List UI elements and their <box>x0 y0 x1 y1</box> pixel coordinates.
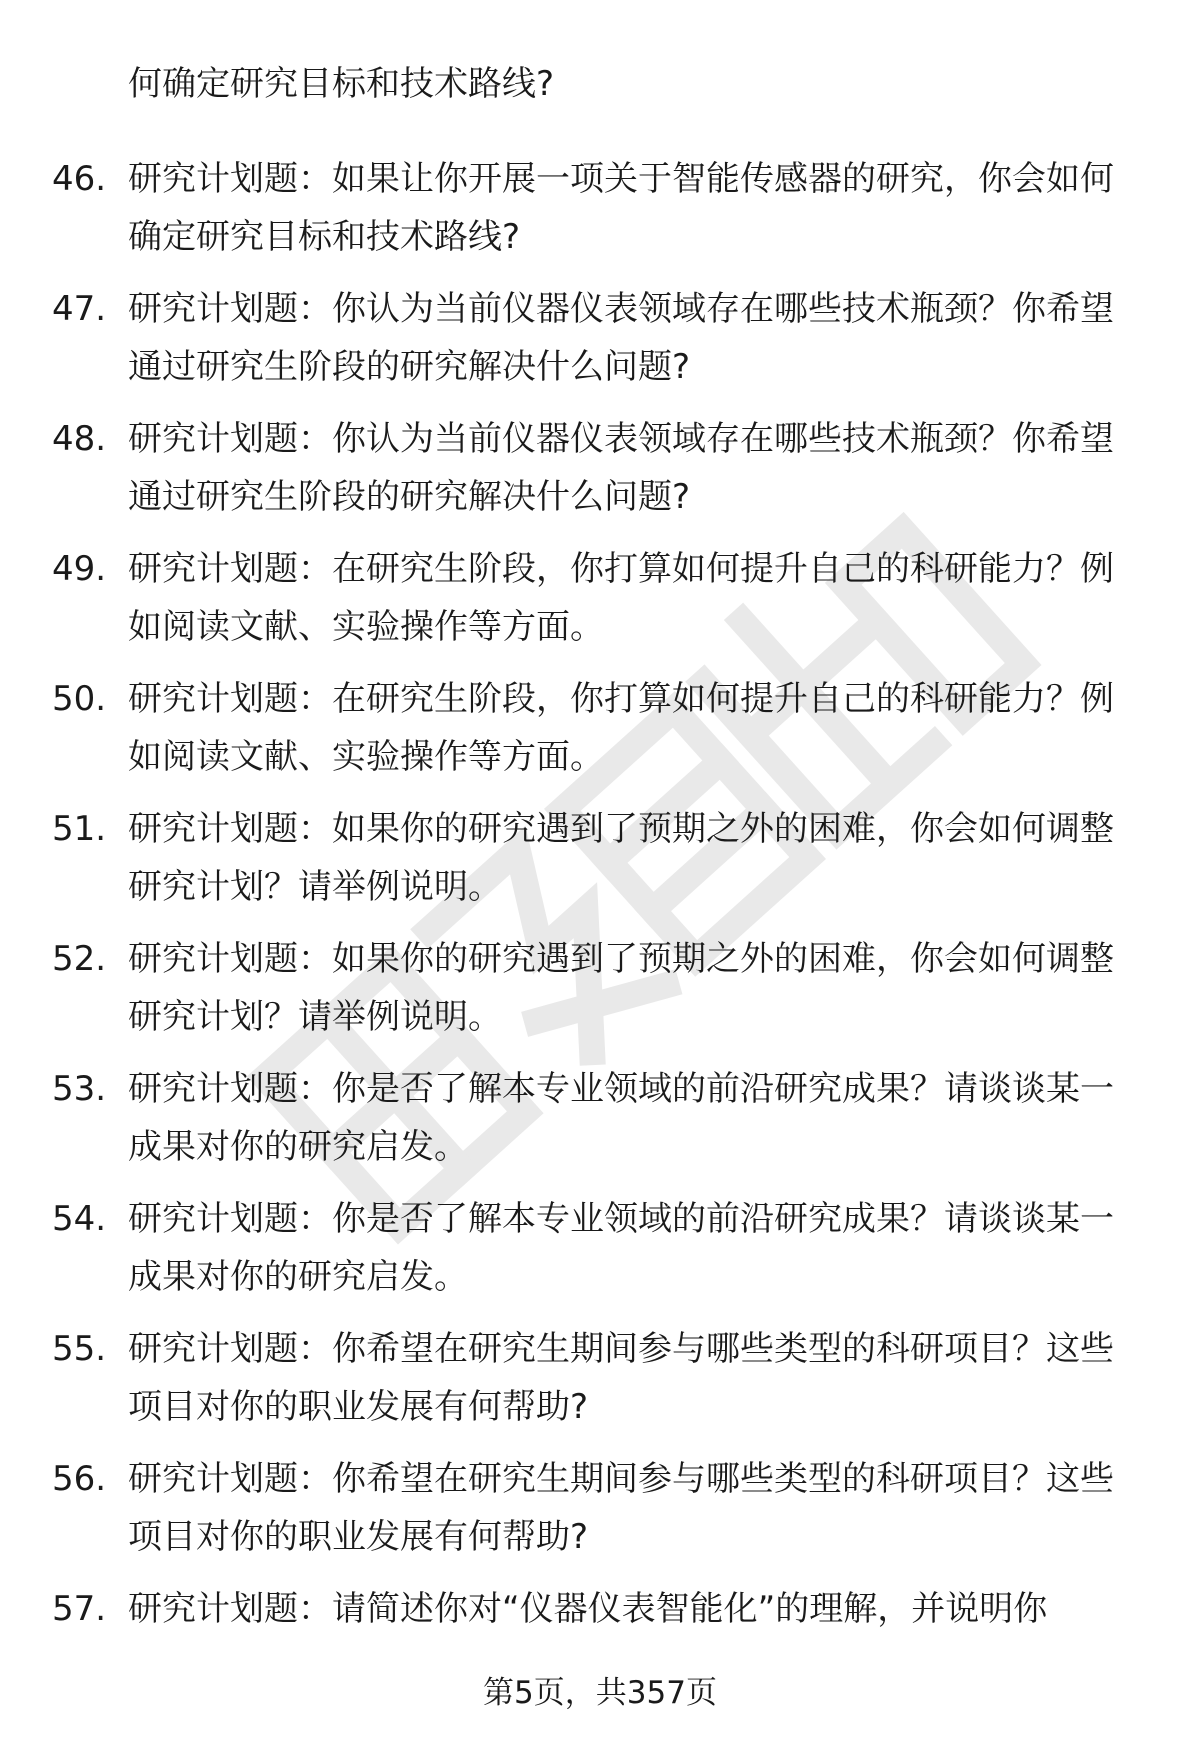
question-item <box>0 280 1200 410</box>
question-number: 55. <box>52 1329 107 1369</box>
question-number: 47. <box>52 289 107 329</box>
question-number: 52. <box>52 939 107 979</box>
question-item <box>0 1190 1200 1320</box>
question-text: 研究计划题：你希望在研究生期间参与哪些类型的科研项目？这些项目对你的职业发展有何帮助? <box>128 1459 1114 1557</box>
question-text: 研究计划题：请简述你对“仪器仪表智能化”的理解，并说明你 <box>128 1589 1048 1629</box>
question-item <box>0 800 1200 930</box>
question-item <box>0 1060 1200 1190</box>
question-item <box>0 930 1200 1060</box>
question-number: 49. <box>52 549 107 589</box>
question-text: 研究计划题：如果你的研究遇到了预期之外的困难，你会如何调整研究计划？请举例说明。 <box>128 939 1114 1037</box>
previous-question-continuation: 何确定研究目标和技术路线? <box>128 64 555 104</box>
question-list <box>0 150 1200 1710</box>
question-text: 研究计划题：你希望在研究生期间参与哪些类型的科研项目？这些项目对你的职业发展有何帮助? <box>128 1329 1114 1427</box>
question-item <box>0 1450 1200 1580</box>
question-item <box>0 540 1200 670</box>
question-text: 研究计划题：如果你的研究遇到了预期之外的困难，你会如何调整研究计划？请举例说明。 <box>128 809 1114 907</box>
question-text: 研究计划题：在研究生阶段，你打算如何提升自己的科研能力？例如阅读文献、实验操作等方面。 <box>128 549 1114 647</box>
question-text: 研究计划题：你认为当前仪器仪表领域存在哪些技术瓶颈？你希望通过研究生阶段的研究解决什么问题? <box>128 419 1114 517</box>
question-item <box>0 670 1200 800</box>
question-text: 研究计划题：在研究生阶段，你打算如何提升自己的科研能力？例如阅读文献、实验操作等方面。 <box>128 679 1114 777</box>
question-number: 46. <box>52 159 107 199</box>
question-number: 51. <box>52 809 107 849</box>
question-text: 研究计划题：你是否了解本专业领域的前沿研究成果？请谈谈某一成果对你的研究启发。 <box>128 1199 1114 1297</box>
question-number: 56. <box>52 1459 107 1499</box>
question-text: 研究计划题：如果让你开展一项关于智能传感器的研究，你会如何确定研究目标和技术路线? <box>128 159 1114 257</box>
question-number: 54. <box>52 1199 107 1239</box>
question-text: 研究计划题：你认为当前仪器仪表领域存在哪些技术瓶颈？你希望通过研究生阶段的研究解决什么问题? <box>128 289 1114 387</box>
question-item <box>0 410 1200 540</box>
question-number: 57. <box>52 1589 107 1629</box>
question-item <box>0 150 1200 280</box>
question-number: 50. <box>52 679 107 719</box>
question-number: 48. <box>52 419 107 459</box>
question-item <box>0 1320 1200 1450</box>
question-text: 研究计划题：你是否了解本专业领域的前沿研究成果？请谈谈某一成果对你的研究启发。 <box>128 1069 1114 1167</box>
page-number-footer: 第5页，共357页 <box>483 1675 717 1711</box>
question-number: 53. <box>52 1069 107 1109</box>
